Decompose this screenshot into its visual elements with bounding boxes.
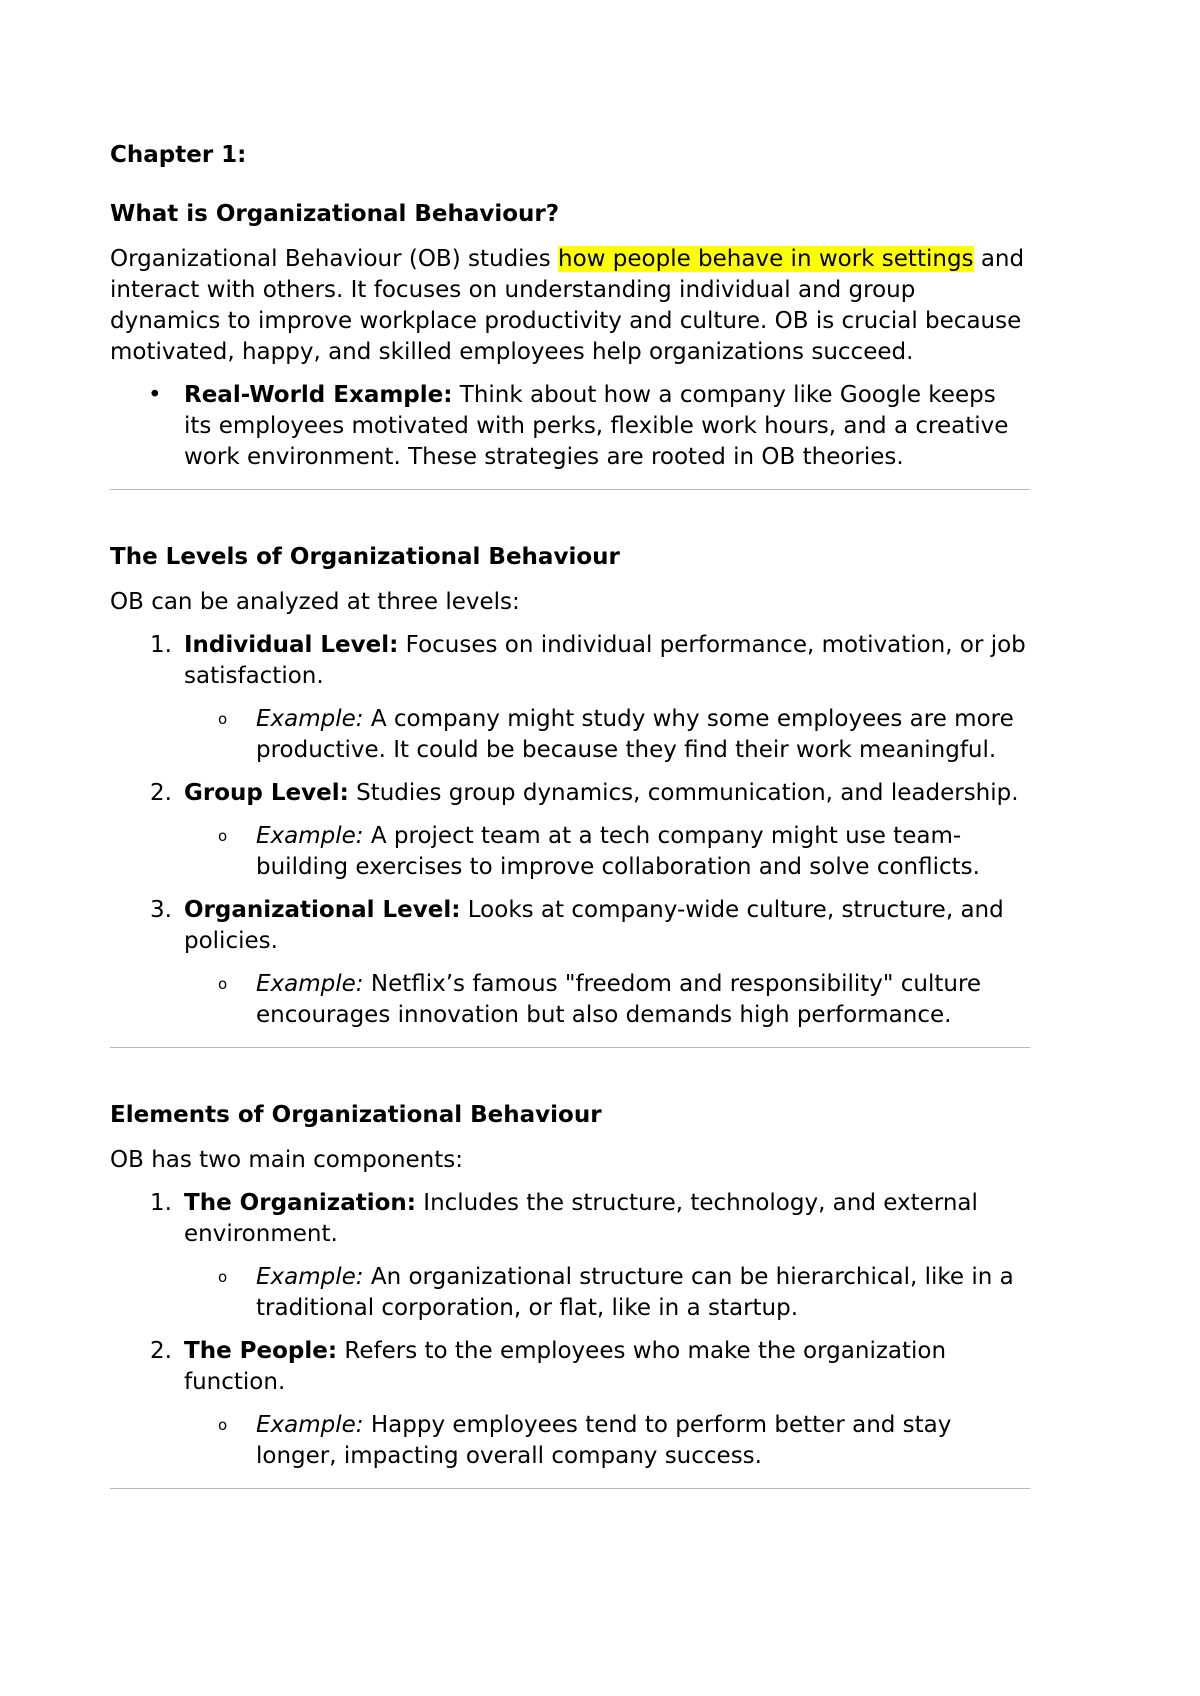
list-item <box>110 1188 1030 1250</box>
list-item <box>110 895 1030 957</box>
horizontal-rule <box>110 1047 1030 1048</box>
intro-text-before: Organizational Behaviour (OB) studies <box>110 246 559 272</box>
document-page <box>110 140 1030 1541</box>
example-text: A company might study why some employees are more productive. It could be because they find their work meaningful. <box>256 706 1014 763</box>
item-label: Organizational Level: <box>184 897 461 923</box>
sub-bullet-marker: o <box>218 1416 228 1434</box>
bullet-label: Real-World Example: <box>184 382 453 408</box>
list-number: 1. <box>150 632 172 658</box>
item-label: Individual Level: <box>184 632 399 658</box>
sub-list-item <box>110 969 1030 1031</box>
sub-list-item <box>110 1262 1030 1324</box>
section-title-levels: The Levels of Organizational Behaviour <box>110 544 620 570</box>
example-text: An organizational structure can be hierarchical, like in a traditional corporation, or flat, like in a startup. <box>256 1264 1014 1321</box>
sub-bullet-marker: o <box>218 827 228 845</box>
intro-paragraph <box>110 244 1030 368</box>
sub-bullet-marker: o <box>218 710 228 728</box>
example-label: Example: <box>256 1412 364 1438</box>
example-label: Example: <box>256 971 364 997</box>
item-text: Includes the structure, technology, and external environment. <box>184 1190 978 1247</box>
item-text: Refers to the employees who make the organization function. <box>184 1338 947 1395</box>
horizontal-rule <box>110 489 1030 490</box>
example-text: Happy employees tend to perform better and stay longer, impacting overall company success. <box>256 1412 952 1469</box>
bullet-item <box>110 380 1030 473</box>
sub-bullet-marker: o <box>218 1268 228 1286</box>
item-text: Focuses on individual performance, motivation, or job satisfaction. <box>184 632 1026 689</box>
bullet-text: Think about how a company like Google keeps its employees motivated with perks, flexible work hours, and a creative work environment. These strategies are rooted in OB theories. <box>184 382 1009 470</box>
example-label: Example: <box>256 1264 364 1290</box>
example-label: Example: <box>256 706 364 732</box>
sub-list-item <box>110 821 1030 883</box>
item-text: Studies group dynamics, communication, and leadership. <box>348 780 1019 806</box>
list-number: 2. <box>150 780 172 806</box>
item-label: The People: <box>184 1338 338 1364</box>
list-number: 2. <box>150 1338 172 1364</box>
example-text: A project team at a tech company might use team-building exercises to improve collaboration and solve conflicts. <box>256 823 980 880</box>
list-number: 3. <box>150 897 172 923</box>
item-label: The Organization: <box>184 1190 416 1216</box>
list-number: 1. <box>150 1190 172 1216</box>
section-intro: OB has two main components: <box>110 1147 463 1173</box>
section-title-what-is-ob: What is Organizational Behaviour? <box>110 201 560 227</box>
intro-text-after: and interact with others. It focuses on understanding individual and group dynamics to improve workplace productivity and culture. OB is crucial because motivated, happy, and skilled employees help organizations succeed. <box>110 246 1025 365</box>
example-text: Netflix’s famous "freedom and responsibility" culture encourages innovation but also demands high performance. <box>256 971 982 1028</box>
list-item <box>110 630 1030 692</box>
example-label: Example: <box>256 823 364 849</box>
horizontal-rule <box>110 1488 1030 1489</box>
chapter-heading: Chapter 1: <box>110 142 247 168</box>
sub-list-item <box>110 704 1030 766</box>
bullet-marker: • <box>148 382 162 408</box>
section-intro: OB can be analyzed at three levels: <box>110 589 520 615</box>
highlighted-text: how people behave in work settings <box>558 246 974 272</box>
list-item <box>110 1336 1030 1398</box>
section-title-elements: Elements of Organizational Behaviour <box>110 1102 602 1128</box>
item-text: Looks at company-wide culture, structure, and policies. <box>184 897 1004 954</box>
sub-bullet-marker: o <box>218 975 228 993</box>
list-item <box>110 778 1030 809</box>
sub-list-item <box>110 1410 1030 1472</box>
item-label: Group Level: <box>184 780 349 806</box>
